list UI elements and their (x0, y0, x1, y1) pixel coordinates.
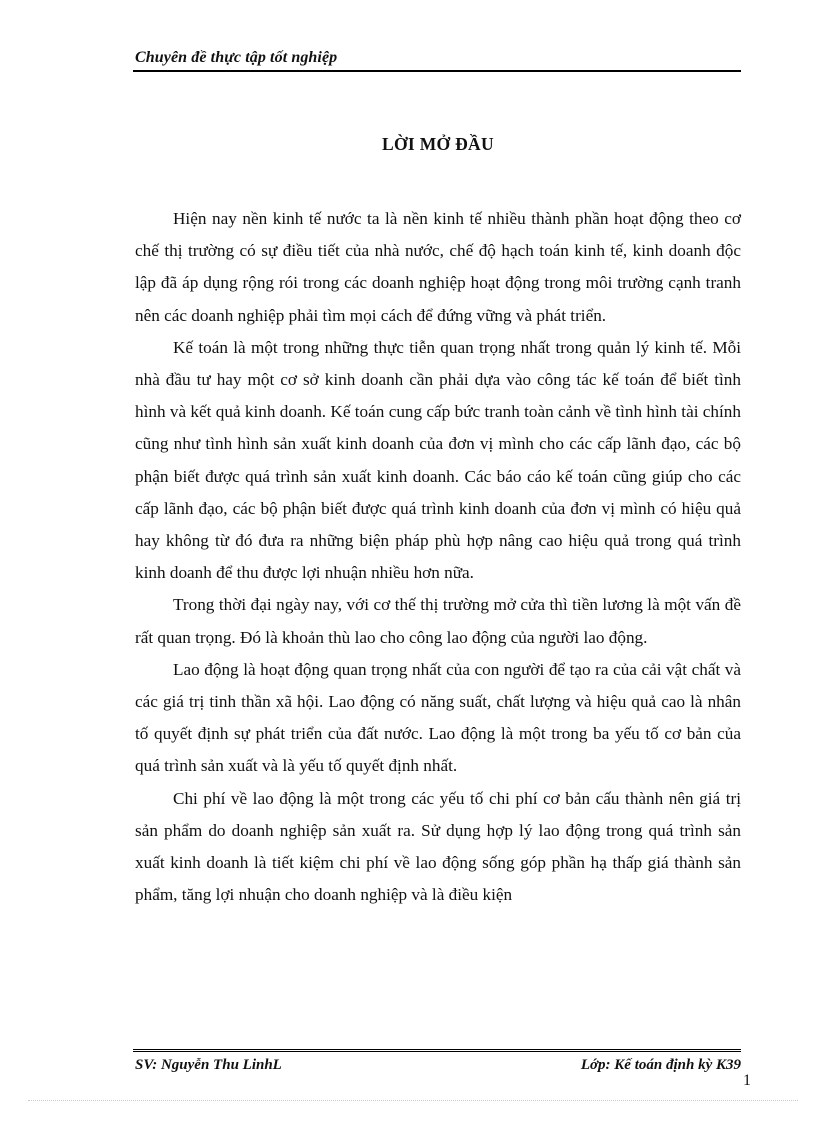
paragraph-2: Kế toán là một trong những thực tiễn quan trọng nhất trong quản lý kinh tế. Mỗi nhà đầu tư hay một cơ sở kinh doanh cần phải dựa vào công tác kế toán để biết tình hình và kết quả kinh doanh. Kế toán cung cấp bức tranh toàn cảnh về tình hình tài chính cũng như tình hình sản xuất kinh doanh của đơn vị mình cho các cấp lãnh đạo, các bộ phận biết được quá trình sản xuất kinh doanh. Các báo cáo kế toán cũng giúp cho các cấp lãnh đạo, các bộ phận biết được quá trình kinh doanh của đơn vị mình có hiệu quả hay không từ đó đưa ra những biện pháp phù hợp nâng cao hiệu quả trong quá trình kinh doanh để thu được lợi nhuận nhiều hơn nữa. (135, 337, 741, 583)
document-body (135, 203, 741, 911)
document-title: LỜI MỞ ĐẦU (382, 134, 494, 154)
paragraph-1: Hiện nay nền kinh tế nước ta là nền kinh tế nhiều thành phần hoạt động theo cơ chế thị trường có sự điều tiết của nhà nước, chế độ hạch toán kinh tế, kinh doanh độc lập đã áp dụng rộng rói trong các doanh nghiệp hoạt động trong môi trường cạnh tranh nên các doanh nghiệp phải tìm mọi cách để đứng vững và phát triển. (135, 209, 741, 325)
paragraph-3: Trong thời đại ngày nay, với cơ thế thị trường mở cửa thì tiền lương là một vấn đề rất quan trọng. Đó là khoản thù lao cho công lao động của người lao động. (135, 595, 741, 647)
page-bottom-divider (28, 1100, 798, 1101)
paragraph-5: Chi phí về lao động là một trong các yếu tố chi phí cơ bản cấu thành nên giá trị sản phẩm do doanh nghiệp sản xuất ra. Sử dụng hợp lý lao động trong quá trình sản xuất kinh doanh là tiết kiệm chi phí về lao động sống góp phần hạ thấp giá thành sản phẩm, tăng lợi nhuận cho doanh nghiệp và là điều kiện (135, 788, 741, 905)
footer-class-name: Lớp: Kế toán định kỳ K39 (580, 1057, 741, 1073)
footer-divider (133, 1049, 741, 1052)
header-title: Chuyên đề thực tập tốt nghiệp (135, 49, 338, 66)
header-divider (133, 70, 741, 72)
footer-student-name: SV: Nguyễn Thu LinhL (135, 1057, 282, 1073)
page-number: 1 (743, 1072, 751, 1089)
paragraph-4: Lao động là hoạt động quan trọng nhất của con người để tạo ra của cải vật chất và các giá trị tinh thần xã hội. Lao động có năng suất, chất lượng và hiệu quả cao là nhân tố quyết định sự phát triển của đất nước. Lao động là một trong ba yếu tố cơ bản của quá trình sản xuất và là yếu tố quyết định nhất. (135, 659, 741, 776)
